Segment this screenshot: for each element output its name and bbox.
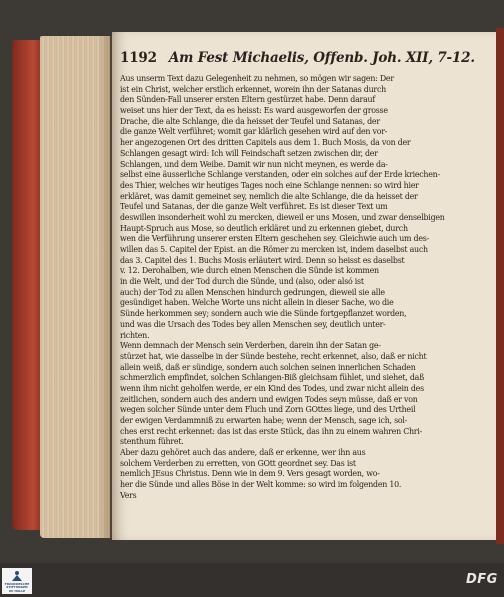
text-line: ches erst recht erkennet: das ist das erste Stück, das ihn zu einem wahren Chri- (120, 426, 423, 436)
text-line: erkläret, was damit gemeinet sey, nemlich die alte Schlange, die da heisset der (120, 191, 418, 201)
library-logo-line: FRANCKESCHE (4, 582, 30, 586)
text-line: weiset uns hier der Text, da es heisst: Es ward ausgeworfen der grosse (120, 106, 388, 116)
text-line: Haupt-Spruch aus Mose, so deutlich erkläret und zu erkennen giebet, durch (120, 223, 408, 233)
library-logo (2, 568, 32, 594)
text-line: auch) der Tod zu allen Menschen hindurch gedrungen, dieweil sie alle (120, 287, 385, 297)
running-header (120, 50, 495, 72)
text-line: Aus unserm Text dazu Gelegenheit zu nehmen, so mögen wir sagen: Der (120, 74, 394, 83)
text-line: stenthum führet. (120, 437, 184, 447)
text-line: selbst eine äusserliche Schlange verstanden, oder ein solches auf der Erde kriechen- (120, 170, 440, 180)
text-line: solchem Verderben zu erretten, von GOtt geordnet sey. Das ist (120, 458, 356, 468)
dfg-logo: DFG (466, 572, 498, 587)
text-line: her angezogenen Ort des dritten Capitels aus dem 1. Buch Mosis, da von der (120, 138, 411, 148)
text-line: her die Sünde und alles Böse in der Welt komme: so wird im folgenden 10. (120, 480, 402, 490)
text-line: die ganze Welt verführet; womit gar klärlich gesehen wird auf den vor- (120, 127, 388, 137)
text-line: v. 12. Derohalben, wie durch einen Menschen die Sünde ist kommen (120, 266, 379, 276)
text-line: zeitlichen, sondern auch des andern und ewigen Todes seyn müsse, daß er von (120, 394, 418, 404)
library-logo-text (3, 583, 31, 593)
text-line: deswillen insonderheit wohl zu mercken, dieweil er uns Mosen, und zwar denselbigen (120, 212, 445, 222)
text-line: allein weiß, daß er sündige, sondern auch solchen seinen innerlichen Schaden (120, 362, 416, 372)
institution-emblem-icon (10, 570, 24, 582)
text-line: Wenn demnach der Mensch sein Verderben, darein ihn der Satan ge- (120, 341, 381, 351)
text-line: in die Welt, und der Tod durch die Sünde, und (also, oder alsó ist (120, 277, 364, 287)
text-line: Sünde herkommen sey; sondern auch wie die Sünde fortgepflanzet worden, (120, 309, 407, 319)
text-line: der ewigen Verdammniß zu erwarten habe; wenn der Mensch, sage ich, sol- (120, 416, 408, 425)
text-line: den Sünden-Fall unserer ersten Eltern gestürzet habe. Denn darauf (120, 95, 376, 105)
text-line: wen die Verführung unserer ersten Eltern geschehen sey. Gleichwie auch um des- (120, 234, 429, 244)
text-line: wegen solcher Sünde unter dem Fluch und Zorn GOttes liege, und des Urtheil (120, 405, 416, 415)
text-line: wenn ihm nicht geholfen werde, er ein Kind des Todes, und zwar nicht allein des (120, 383, 424, 393)
library-logo-line: ZU HALLE (8, 588, 26, 593)
text-line: Teufel und Satanas, der die ganze Welt verführet. Es ist dieser Text um (120, 202, 388, 212)
library-logo-line: STIFTUNGEN (6, 585, 28, 590)
text-line: Vers (120, 490, 137, 500)
text-line: richten. (120, 330, 150, 340)
text-line: nemlich JEsus Christus. Denn wie in dem 9. Vers gesagt worden, wo- (120, 469, 380, 479)
text-line: schmerzlich empfindet, solchen Schlangen-Biß gleichsam fühlet, und siehet, daß (120, 373, 425, 383)
page-number: 1192 (120, 50, 157, 66)
page-body-text (120, 74, 492, 500)
text-line: das 3. Capitel des 1. Buchs Mosis erläutert wird. Denn so heisst es daselbst (120, 255, 405, 265)
text-line: Aber dazu gehöret auch das andere, daß er erkenne, wer ihn aus (120, 448, 366, 458)
text-line: gesündiget haben. Welche Worte uns nicht allein in dieser Sache, wo die (120, 298, 394, 308)
text-line: willen das 5. Capitel der Epist. an die Römer zu mercken ist, indem daselbst auch (120, 245, 428, 254)
text-line: stürzet hat, wie dasselbe in der Sünde bestehe, recht erkennet, also, daß er nicht (120, 351, 427, 361)
book-cover-right-edge (496, 28, 504, 544)
text-line: Drache, die alte Schlange, die da heisset der Teufel und Satanas, der (120, 116, 380, 126)
text-line: Schlangen gesagt wird: Ich will Feindschaft setzen zwischen dir, der (120, 148, 378, 158)
text-line: Schlangen, und dem Weibe. Damit wir nun nicht meynen, es werde da- (120, 159, 388, 169)
text-line: und was die Ursach des Todes bey allen Menschen sey, deutlich unter- (120, 319, 386, 329)
text-line: ist ein Christ, welcher erstlich erkennet, worein ihn der Satanas durch (120, 84, 386, 94)
book-cover-edge (12, 40, 42, 530)
running-title: Am Fest Michaelis, Offenb. Joh. XII, 7-12. (168, 50, 475, 66)
text-line: des Thier, welches wir heutiges Tages noch eine Schlange nennen: so wird hier (120, 180, 419, 190)
viewer-footer-bar (0, 563, 504, 597)
